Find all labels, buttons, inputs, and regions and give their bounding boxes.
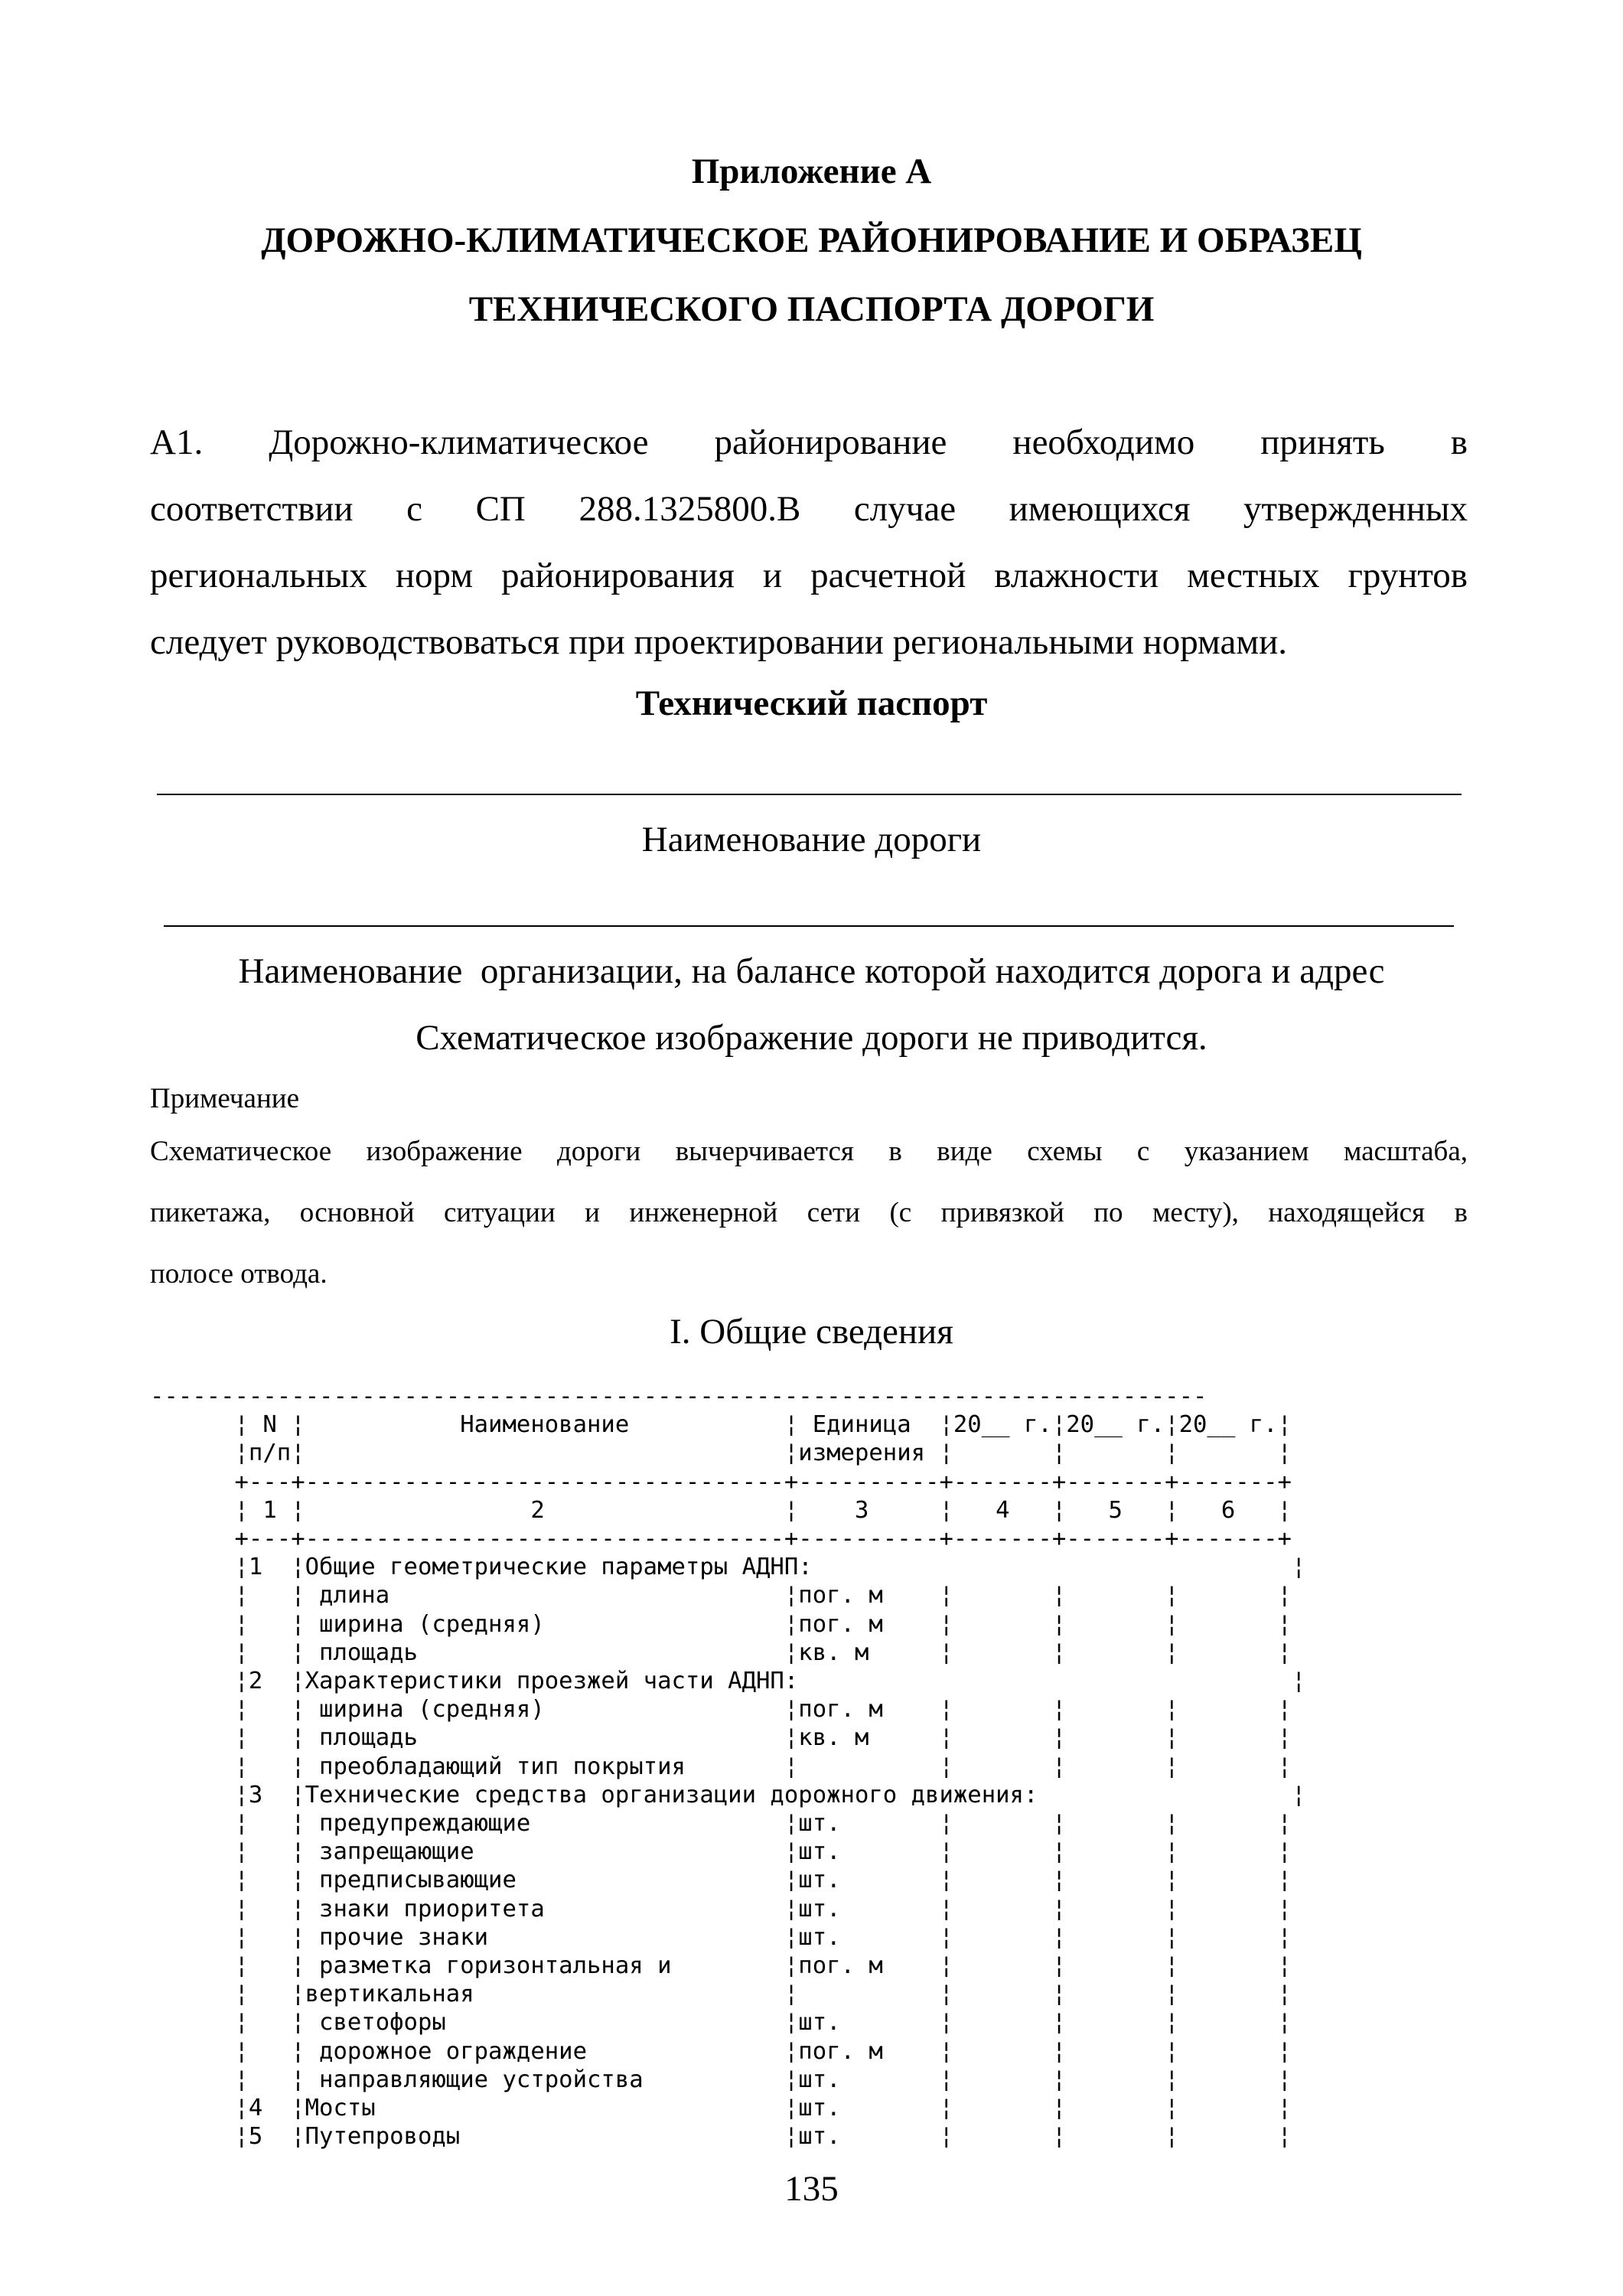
table-line: ¦3 ¦Технические средства организации дорожного движения: ¦ <box>150 1781 1306 1808</box>
table-line: ¦п/п¦ ¦измерения ¦ ¦ ¦ ¦ <box>150 1440 1292 1467</box>
table-line: ¦ ¦ запрещающие ¦шт. ¦ ¦ ¦ ¦ <box>150 1838 1292 1866</box>
note-line: пикетажа, основной ситуации и инженерной сети (с привязкой по месту), находящейся в <box>150 1197 1468 1228</box>
table-line: ¦ ¦ площадь ¦кв. м ¦ ¦ ¦ ¦ <box>150 1639 1292 1666</box>
organization-label: Наименование организации, на балансе которой находится дорога и адрес <box>238 951 1385 991</box>
table-line: ¦4 ¦Мосты ¦шт. ¦ ¦ ¦ ¦ <box>150 2095 1292 2122</box>
table-line: ¦ ¦ направляющие устройства ¦шт. ¦ ¦ ¦ ¦ <box>150 2066 1292 2093</box>
scheme-not-shown-text: Схематическое изображение дороги не приводится. <box>416 1018 1207 1058</box>
table-line: ¦1 ¦Общие геометрические параметры АДНП: ¦ <box>150 1554 1306 1581</box>
page-number: 135 <box>784 2169 839 2209</box>
table-line: ¦ N ¦ Наименование ¦ Единица ¦20__ г.¦20__ г.¦20__ г.¦ <box>150 1411 1292 1439</box>
note-heading: Примечание <box>150 1083 299 1114</box>
paragraph-line: региональных норм районирования и расчетной влажности местных грунтов <box>150 556 1468 595</box>
table-line: ¦ ¦ прочие знаки ¦шт. ¦ ¦ ¦ ¦ <box>150 1923 1292 1951</box>
passport-title: Технический паспорт <box>635 683 988 723</box>
table-line: ¦ ¦ длина ¦пог. м ¦ ¦ ¦ ¦ <box>150 1582 1292 1609</box>
main-title-line-2: ТЕХНИЧЕСКОГО ПАСПОРТА ДОРОГИ <box>468 289 1155 329</box>
table-line: ¦ ¦ преобладающий тип покрытия ¦ ¦ ¦ ¦ ¦ <box>150 1753 1292 1780</box>
appendix-title: Приложение А <box>691 152 932 191</box>
table-line: ¦ ¦ площадь ¦кв. м ¦ ¦ ¦ ¦ <box>150 1724 1292 1752</box>
table-line: ¦ 1 ¦ 2 ¦ 3 ¦ 4 ¦ 5 ¦ 6 ¦ <box>150 1496 1292 1524</box>
table-text <box>150 1382 1305 2151</box>
note-line: Схематическое изображение дороги вычерчивается в виде схемы с указанием масштаба, <box>150 1136 1468 1167</box>
paragraph-line: соответствии с СП 288.1325800.В случае имеющихся утвержденных <box>150 489 1468 529</box>
road-name-underline <box>157 794 1462 795</box>
table-line: ¦ ¦ предписывающие ¦шт. ¦ ¦ ¦ ¦ <box>150 1867 1292 1894</box>
table-line: ¦ ¦вертикальная ¦ ¦ ¦ ¦ ¦ <box>150 1981 1292 2008</box>
road-name-label: Наименование дороги <box>641 820 982 859</box>
table-line: ¦ ¦ ширина (средняя) ¦пог. м ¦ ¦ ¦ ¦ <box>150 1696 1292 1724</box>
table-line: ¦ ¦ знаки приоритета ¦шт. ¦ ¦ ¦ ¦ <box>150 1895 1292 1923</box>
table-line: ¦5 ¦Путепроводы ¦шт. ¦ ¦ ¦ ¦ <box>150 2123 1292 2151</box>
note-line: полосе отвода. <box>150 1258 328 1290</box>
note-text <box>150 1135 1468 1319</box>
general-info-table <box>150 1382 1305 2151</box>
table-line: ¦ ¦ предупреждающие ¦шт. ¦ ¦ ¦ ¦ <box>150 1810 1292 1838</box>
table-line: +---+----------------------------------+----------+-------+-------+-------+ <box>150 1468 1292 1495</box>
main-title-line-1: ДОРОЖНО-КЛИМАТИЧЕСКОЕ РАЙОНИРОВАНИЕ И ОБРАЗЕЦ <box>261 220 1362 260</box>
table-line: ¦ ¦ дорожное ограждение ¦пог. м ¦ ¦ ¦ ¦ <box>150 2037 1292 2065</box>
table-line: ¦ ¦ светофоры ¦шт. ¦ ¦ ¦ ¦ <box>150 2009 1292 2037</box>
paragraph-line: следует руководствоваться при проектировании региональными нормами. <box>150 622 1287 662</box>
table-line: ¦2 ¦Характеристики проезжей части АДНП: ¦ <box>150 1668 1306 1695</box>
table-line: ¦ ¦ разметка горизонтальная и ¦пог. м ¦ ¦ ¦ ¦ <box>150 1952 1292 1980</box>
table-line: +---+----------------------------------+----------+-------+-------+-------+ <box>150 1525 1292 1553</box>
paragraph-line: А1. Дорожно-климатическое районирование необходимо принять в <box>150 422 1468 462</box>
table-line: --------------------------------------------------------------------------- <box>150 1383 1207 1410</box>
section-title: I. Общие сведения <box>670 1312 953 1352</box>
organization-underline <box>164 925 1454 927</box>
table-line: ¦ ¦ ширина (средняя) ¦пог. м ¦ ¦ ¦ ¦ <box>150 1610 1292 1638</box>
paragraph-a1 <box>150 409 1468 676</box>
